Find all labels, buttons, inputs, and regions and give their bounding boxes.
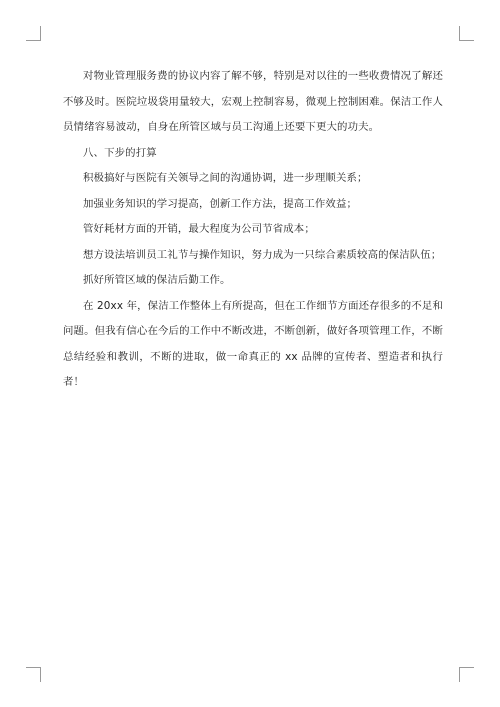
crop-mark-top-right — [459, 26, 474, 41]
document-body — [63, 64, 443, 396]
crop-mark-bottom-left — [26, 667, 41, 682]
crop-mark-top-left — [26, 26, 41, 41]
plan-item-cleaning: 抓好所管区域的保洁后勤工作。 — [83, 274, 231, 286]
section-heading-next-plans: 八、下步的打算 — [83, 146, 157, 159]
plan-item-training: 想方设法培训员工礼节与操作知识，努力成为一只综合素质较高的保洁队伍； — [83, 248, 442, 261]
paragraph-issues: 对物业管理服务费的协议内容了解不够，特别是对以往的一些收费情况了解还不够及时。医院垃圾袋用量较大，宏观上控制容易，微观上控制困难。保洁工作人员情绪容易波动，自身在所管区域与员工沟通上还要下更大的功夫。 — [63, 70, 443, 133]
plan-item-cost: 管好耗材方面的开销，最大程度为公司节省成本； — [83, 223, 315, 235]
crop-mark-bottom-right — [459, 667, 474, 682]
plan-item-learning: 加强业务知识的学习提高，创新工作方法，提高工作效益； — [83, 197, 358, 210]
plan-item-communication: 积极搞好与医院有关领导之间的沟通协调，进一步理顺关系； — [83, 172, 368, 184]
paragraph-conclusion: 在 20xx 年，保洁工作整体上有所提高，但在工作细节方面还存很多的不足和问题。但我有信心在今后的工作中不断改进，不断创新，做好各项管理工作，不断总结经验和教训，不断的进取，做一命真正的 xx 品牌的宣传者、塑造者和执行者！ — [63, 299, 443, 388]
